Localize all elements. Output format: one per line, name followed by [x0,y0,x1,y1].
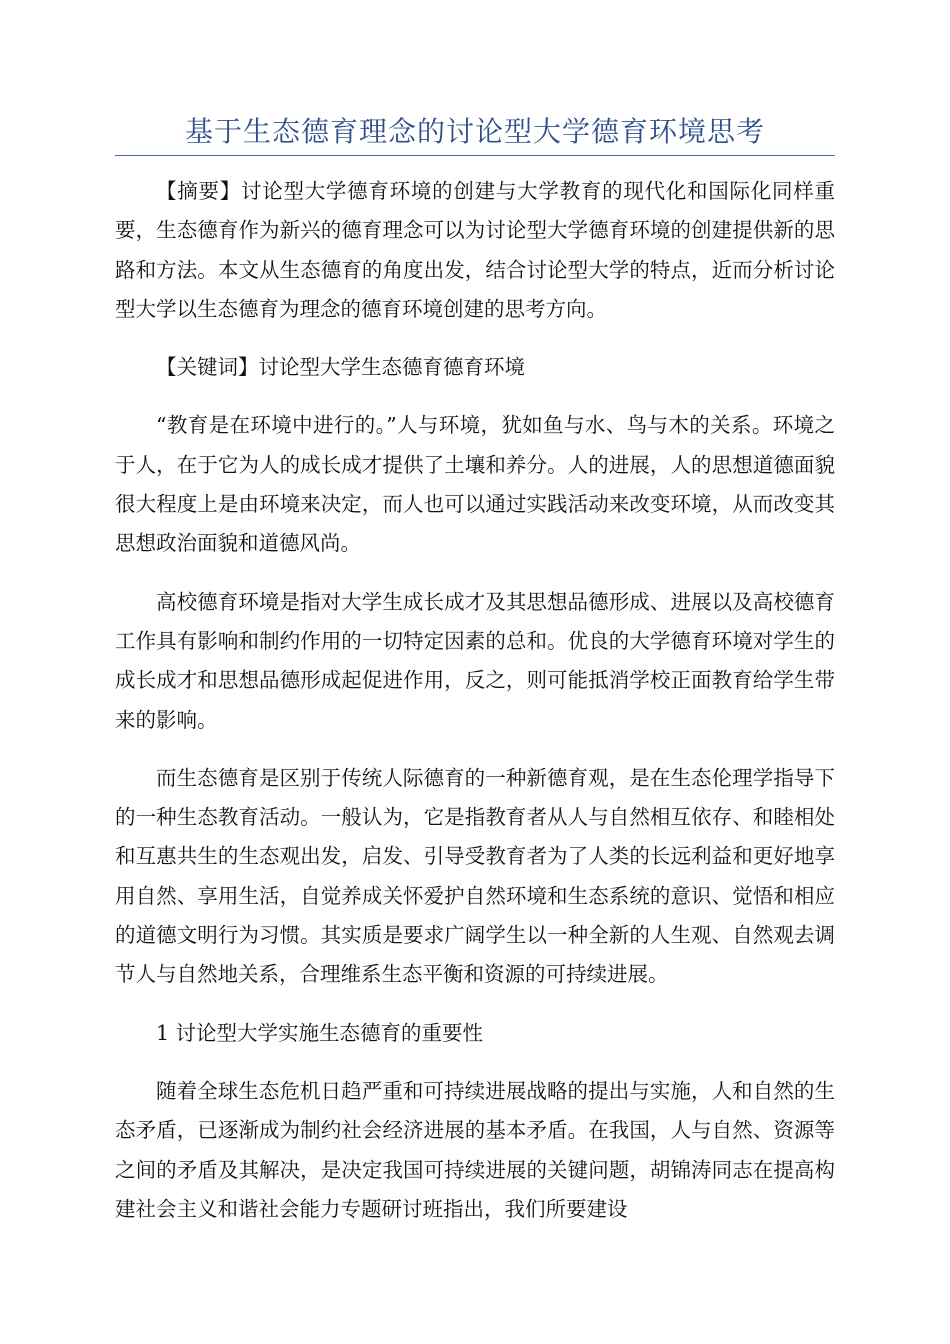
section-heading: 1 讨论型大学实施生态德育的重要性 [156,1020,484,1045]
keywords-paragraph: 【关键词】讨论型大学生态德育德育环境 [156,355,525,380]
section-paragraph: 随着全球生态危机日趋严重和可持续进展战略的提出与实施，人和自然的生态矛盾，已逐渐成为制约社会经济进展的基本矛盾。在我国，人与自然、资源等之间的矛盾及其解决，是决定我国可持续进展的关键问题，胡锦涛同志在提高构建社会主义和谐社会能力专题研讨班指出，我们所要建设 [115,1078,835,1221]
body-paragraph-1: “教育是在环境中进行的。”人与环境，犹如鱼与水、鸟与木的关系。环境之于人，在于它为人的成长成才提供了土壤和养分。人的进展，人的思想道德面貌很大程度上是由环境来决定，而人也可以通过实践活动来改变环境，从而改变其思想政治面貌和道德风尚。 [115,413,835,556]
document-body [115,172,835,1248]
abstract-paragraph: 【摘要】讨论型大学德育环境的创建与大学教育的现代化和国际化同样重要，生态德育作为新兴的德育理念可以为讨论型大学德育环境的创建提供新的思路和方法。本文从生态德育的角度出发，结合讨论型大学的特点，近而分析讨论型大学以生态德育为理念的德育环境创建的思考方向。 [115,179,835,321]
document-title: 基于生态德育理念的讨论型大学德育环境思考 [184,115,765,148]
title-underline [115,155,835,156]
body-paragraph-2: 高校德育环境是指对大学生成长成才及其思想品德形成、进展以及高校德育工作具有影响和制约作用的一切特定因素的总和。优良的大学德育环境对学生的成长成才和思想品德形成起促进作用，反之，则可能抵消学校正面教育给学生带来的影响。 [115,589,835,732]
body-paragraph-3: 而生态德育是区别于传统人际德育的一种新德育观，是在生态伦理学指导下的一种生态教育活动。一般认为，它是指教育者从人与自然相互依存、和睦相处和互惠共生的生态观出发，启发、引导受教育者为了人类的长远利益和更好地享用自然、享用生活，自觉养成关怀爱护自然环境和生态系统的意识、觉悟和相应的道德文明行为习惯。其实质是要求广阔学生以一种全新的人生观、自然观去调节人与自然地关系，合理维系生态平衡和资源的可持续进展。 [115,765,835,987]
